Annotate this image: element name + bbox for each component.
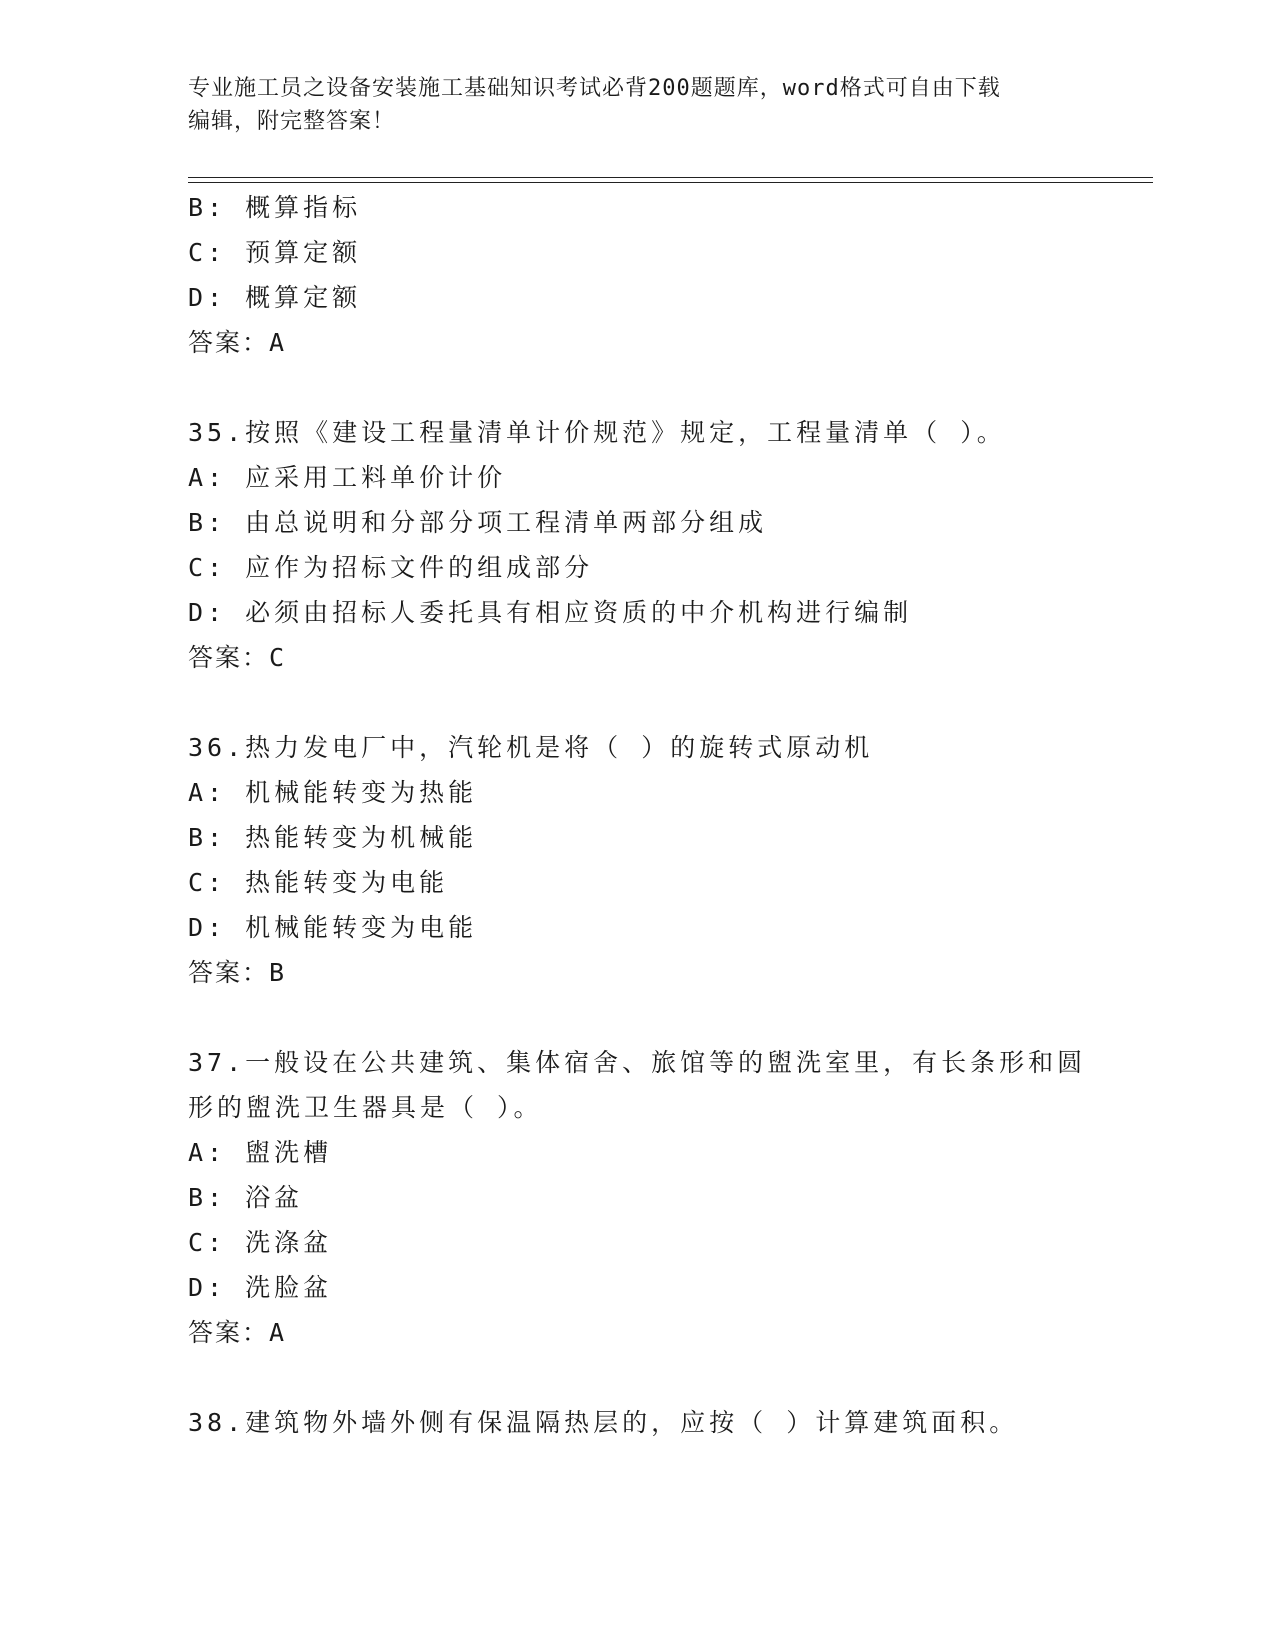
- q37-answer: 答案：A: [188, 1318, 287, 1347]
- q36-option-a: A: 机械能转变为热能: [188, 778, 478, 807]
- q36-option-d: D: 机械能转变为电能: [188, 913, 478, 942]
- q37-option-c: C: 洗涤盆: [188, 1228, 333, 1257]
- q37-question-line-2: 形的盥洗卫生器具是（ ）。: [188, 1093, 543, 1122]
- q35-option-d: D: 必须由招标人委托具有相应资质的中介机构进行编制: [188, 598, 913, 627]
- q36-option-c: C: 热能转变为电能: [188, 868, 449, 897]
- q34-answer: 答案：A: [188, 328, 287, 357]
- q38-question: 38.建筑物外墙外侧有保温隔热层的，应按（ ）计算建筑面积。: [188, 1408, 1019, 1437]
- q37-option-b: B: 浴盆: [188, 1183, 304, 1212]
- q37-option-d: D: 洗脸盆: [188, 1273, 333, 1302]
- q36-answer: 答案：B: [188, 958, 287, 987]
- q37-option-a: A: 盥洗槽: [188, 1138, 333, 1167]
- q34-option-b: B: 概算指标: [188, 193, 362, 222]
- q35-question: 35.按照《建设工程量清单计价规范》规定，工程量清单（ ）。: [188, 418, 1006, 447]
- q35-option-b: B: 由总说明和分部分项工程清单两部分组成: [188, 508, 768, 537]
- q35-option-a: A: 应采用工料单价计价: [188, 463, 507, 492]
- q36-option-b: B: 热能转变为机械能: [188, 823, 478, 852]
- header-line-1: 专业施工员之设备安装施工基础知识考试必背200题题库，word格式可自由下载: [188, 76, 1001, 101]
- q36-question: 36.热力发电厂中，汽轮机是将（ ）的旋转式原动机: [188, 733, 874, 762]
- q37-question-line-1: 37.一般设在公共建筑、集体宿舍、旅馆等的盥洗室里，有长条形和圆: [188, 1048, 1087, 1077]
- q34-option-d: D: 概算定额: [188, 283, 362, 312]
- header-rule-top: [188, 177, 1153, 178]
- q35-option-c: C: 应作为招标文件的组成部分: [188, 553, 594, 582]
- document-header: [188, 72, 1088, 138]
- header-line-2: 编辑，附完整答案！: [188, 109, 396, 134]
- q35-answer: 答案：C: [188, 643, 287, 672]
- q34-option-c: C: 预算定额: [188, 238, 362, 267]
- header-rule-bottom: [188, 182, 1153, 183]
